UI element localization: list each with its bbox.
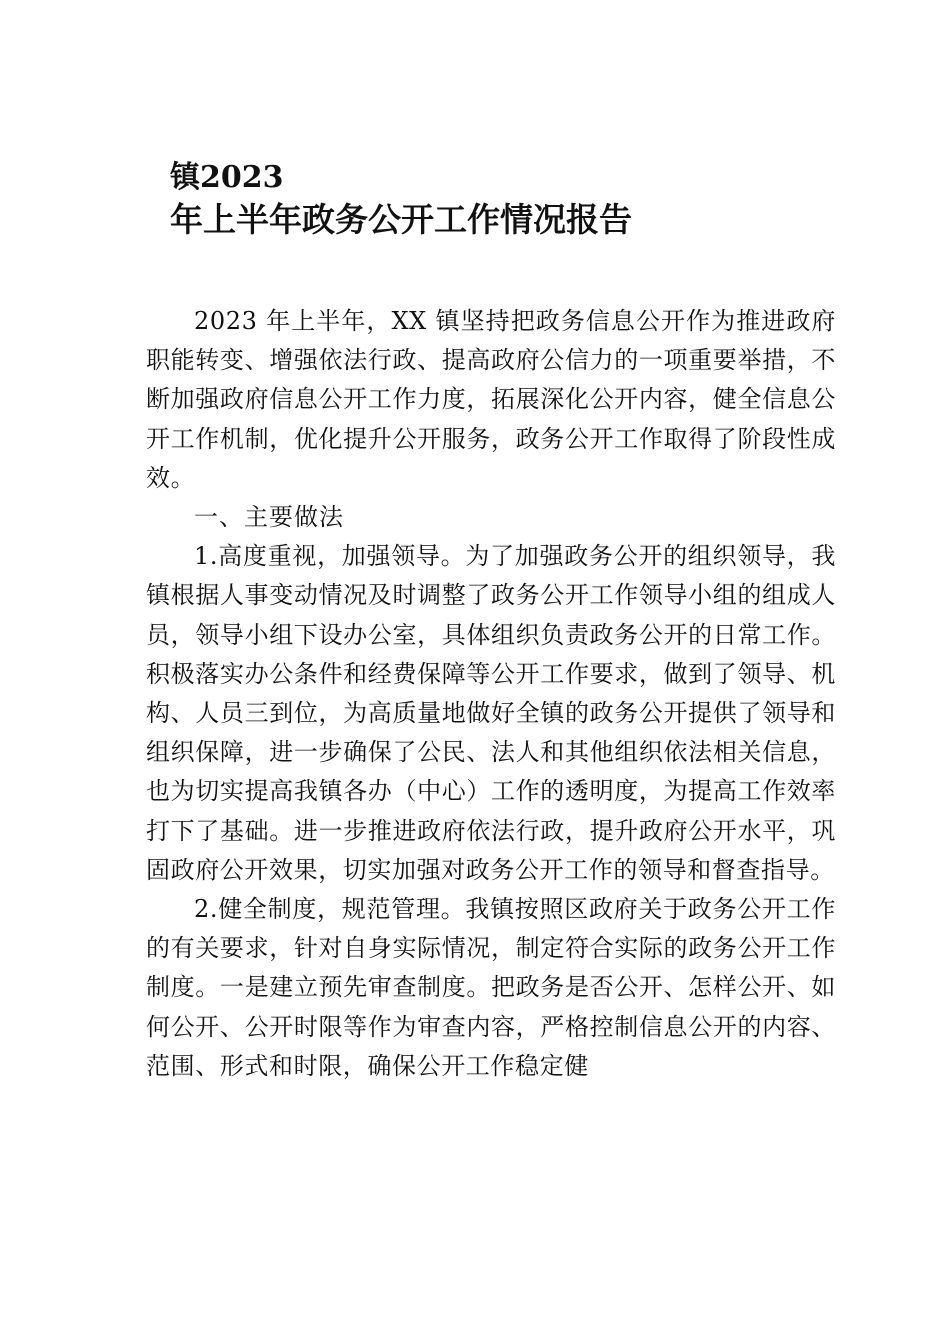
paragraph-leadership: 1.高度重视，加强领导。为了加强政务公开的组织领导，我镇根据人事变动情况及时调整了政务公开工作领导小组的组成人员，领导小组下设办公室，具体组织负责政务公开的日常工作。积极落实办公条件和经费保障等公开工作要求，做到了领导、机构、人员三到位，为高质量地做好全镇的政务公开提供了领导和组织保障，进一步确保了公民、法人和其他组织依法相关信息，也为切实提高我镇各办（中心）工作的透明度，为提高工作效率打下了基础。进一步推进政府依法行政，提升政府公开水平，巩固政府公开效果，切实加强对政务公开工作的领导和督查指导。 bbox=[146, 542, 836, 884]
document-title bbox=[170, 160, 790, 244]
paragraph-intro: 2023 年上半年，XX 镇坚持把政务信息公开作为推进政府职能转变、增强依法行政、提高政府公信力的一项重要举措，不断加强政府信息公开工作力度，拓展深化公开内容，健全信息公开工作机制，优化提升公开服务，政务公开工作取得了阶段性成效。 bbox=[146, 307, 836, 492]
section-heading-main-practices: 一、主要做法 bbox=[194, 503, 344, 532]
document-body bbox=[146, 302, 836, 1086]
title-line-2: 年上半年政务公开工作情况报告 bbox=[170, 200, 632, 239]
title-line-1: 镇2023 bbox=[170, 160, 284, 195]
paragraph-system-management: 2.健全制度，规范管理。我镇按照区政府关于政务公开工作的有关要求，针对自身实际情况，制定符合实际的政务公开工作制度。一是建立预先审查制度。把政务是否公开、怎样公开、如何公开、公开时限等作为审查内容，严格控制信息公开的内容、范围、形式和时限，确保公开工作稳定健 bbox=[146, 895, 836, 1080]
